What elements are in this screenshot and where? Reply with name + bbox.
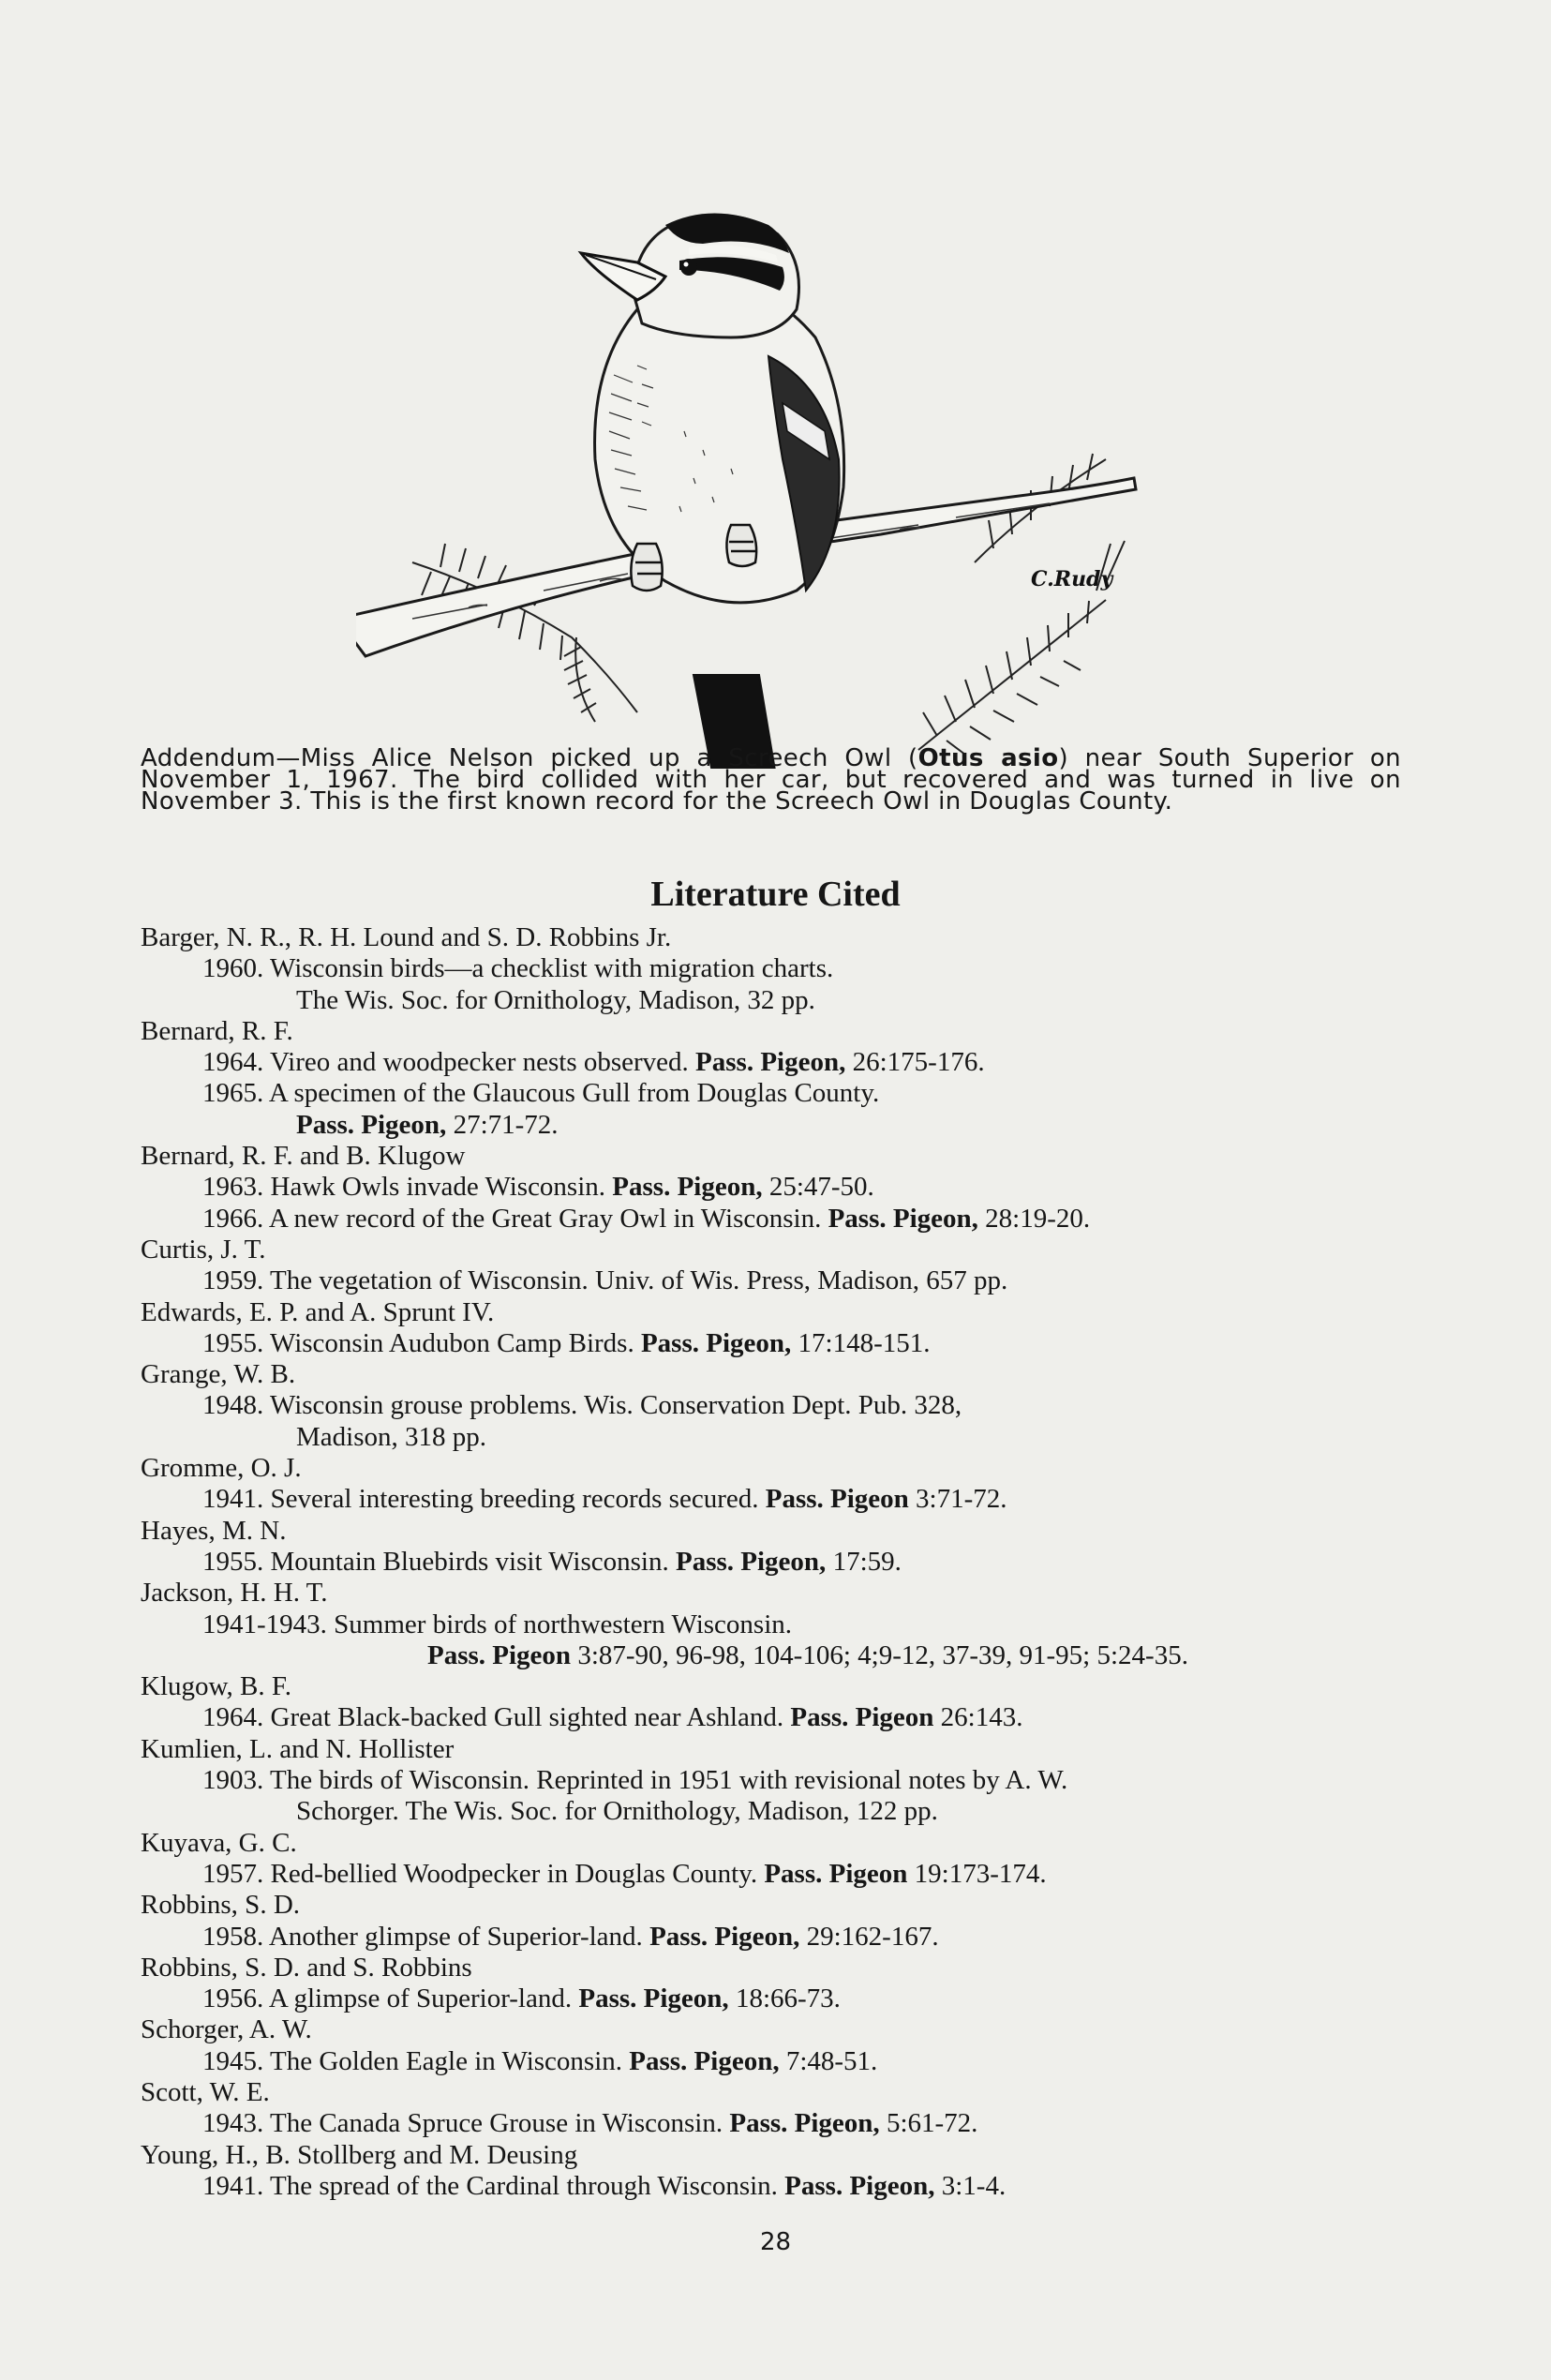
ref-entry [141,1859,1453,1890]
ref-text: Another glimpse of Superior-land. [268,1921,643,1952]
ref-year: 1943. [202,2108,264,2139]
ref-year: 1966. [202,1203,264,1234]
ref-year: 1941. [202,2170,264,2201]
ref-entry [141,2171,1453,2202]
ref-journal: Pass. Pigeon, [695,1047,846,1078]
ref-year: 1964. [202,1702,264,1733]
ref-author: Grange, W. B. [141,1359,296,1390]
artist-signature: C.Rudy [1031,567,1113,591]
ref-year: 1903. [202,1765,264,1796]
ref-entry [141,1265,1453,1296]
ref-pages: 25:47-50. [768,1172,874,1203]
ref-author: Scott, W. E. [141,2076,270,2107]
ref-journal: Pass. Pigeon [427,1639,572,1670]
ref-entry [141,953,1453,1016]
ref-entry [141,1922,1453,1953]
ref-journal: Pass. Pigeon, [784,2170,935,2201]
ref-pages: 3:87-90, 96-98, 104-106; 4;9-12, 37-39, 91-95; 5:24-35. [577,1639,1188,1670]
ref-text: A new record of the Great Gray Owl in Wisconsin. [268,1203,822,1234]
literature-cited-heading: Literature Cited [650,875,901,914]
ref-text: Mountain Bluebirds visit Wisconsin. [270,1546,669,1577]
ref-continuation: The Wis. Soc. for Ornithology, Madison, 32 pp. [296,984,815,1015]
addendum-paragraph [141,744,1402,816]
ref-text: Summer birds of northwestern Wisconsin. [334,1609,792,1639]
ref-year: 1955. [202,1546,264,1577]
ref-journal: Pass. Pigeon, [649,1921,800,1952]
ref-journal: Pass. Pigeon, [676,1546,827,1577]
ref-entry [141,2046,1453,2077]
ref-entry [141,1047,1453,1078]
ref-journal: Pass. Pigeon, [578,1983,729,2014]
ref-author: Hayes, M. N. [141,1515,287,1546]
ref-pages: 3:71-72. [916,1484,1007,1515]
page-number: 28 [759,2228,792,2256]
addendum-species: Otus asio [917,744,1059,772]
ref-year: 1956. [202,1983,264,2014]
ref-author: Robbins, S. D. and S. Robbins [141,1952,472,1983]
ref-entry [141,1702,1453,1733]
ref-journal: Pass. Pigeon [764,1858,908,1889]
ref-text: Vireo and woodpecker nests observed. [269,1047,689,1078]
ref-text: Wisconsin grouse problems. Wis. Conservation Dept. Pub. 328, [269,1390,962,1421]
addendum-text-1: Addendum—Miss Alice Nelson picked up a Screech Owl ( [141,744,918,772]
ref-journal: Pass. Pigeon, [629,2045,780,2076]
ref-entry [141,1078,1453,1141]
ref-continuation: Schorger. The Wis. Soc. for Ornithology, Madison, 122 pp. [296,1796,938,1827]
ref-year: 1955. [202,1327,264,1358]
ref-continuation [202,1640,1453,1671]
ref-entry [141,1204,1453,1235]
ref-pages: 18:66-73. [735,1983,841,2014]
ref-journal: Pass. Pigeon, [296,1109,447,1140]
ref-entry [141,1547,1453,1578]
ref-pages: 5:61-72. [886,2108,978,2139]
ref-pages: 19:173-174. [914,1858,1047,1889]
ref-author: Kumlien, L. and N. Hollister [141,1733,455,1764]
ref-entry [141,1609,1453,1672]
ref-author: Schorger, A. W. [141,2014,312,2045]
ref-text: Red-bellied Woodpecker in Douglas County. [270,1858,758,1889]
ref-pages: 7:48-51. [785,2045,878,2076]
ref-text: A specimen of the Glaucous Gull from Douglas County. [268,1078,880,1109]
ref-continuation [202,1110,1453,1141]
ref-text: The Canada Spruce Grouse in Wisconsin. [269,2108,723,2139]
ref-author: Bernard, R. F. [141,1015,293,1046]
ref-author: Barger, N. R., R. H. Lound and S. D. Robbins Jr. [141,922,672,952]
ref-year: 1958. [202,1921,264,1952]
ref-entry [141,1765,1453,1828]
ref-entry [141,1983,1453,2014]
ref-pages: 17:59. [832,1546,902,1577]
ref-pages: 26:143. [940,1702,1023,1733]
ref-entry [141,1328,1453,1359]
ref-year: 1941. [202,1484,264,1515]
ref-journal: Pass. Pigeon [765,1484,909,1515]
reference-list [141,922,1453,2202]
ref-journal: Pass. Pigeon, [828,1203,978,1234]
ref-journal: Pass. Pigeon, [729,2108,880,2139]
ref-entry [141,1484,1453,1515]
ref-year: 1959. [202,1265,264,1296]
bird-eye [680,259,697,276]
ref-author: Curtis, J. T. [141,1234,266,1265]
ref-pages: 26:175-176. [852,1047,985,1078]
ref-pages: 27:71-72. [453,1109,559,1140]
ref-year: 1957. [202,1858,264,1889]
ref-year: 1948. [202,1390,264,1421]
ref-pages: 28:19-20. [985,1203,1091,1234]
ref-journal: Pass. Pigeon, [640,1327,792,1358]
ref-author: Kuyava, G. C. [141,1827,297,1858]
ref-text: Wisconsin birds—a checklist with migration charts. [269,953,834,984]
ref-text: Several interesting breeding records secured. [270,1484,759,1515]
ref-author: Klugow, B. F. [141,1671,291,1702]
ref-text: Wisconsin Audubon Camp Birds. [269,1327,634,1358]
bird-on-branch-illustration [356,150,1200,769]
ref-year: 1964. [202,1047,264,1078]
ref-text: Hawk Owls invade Wisconsin. [270,1172,606,1203]
ref-journal: Pass. Pigeon, [612,1172,763,1203]
ref-entry [141,2108,1453,2139]
ref-text: The spread of the Cardinal through Wisconsin. [269,2170,778,2201]
ref-author: Jackson, H. H. T. [141,1578,328,1609]
ref-text: A glimpse of Superior-land. [268,1983,573,2014]
ref-text: The vegetation of Wisconsin. Univ. of Wis. Press, Madison, 657 pp. [269,1265,1008,1296]
ref-year: 1963. [202,1172,264,1203]
ref-journal: Pass. Pigeon [790,1702,934,1733]
ref-author: Edwards, E. P. and A. Sprunt IV. [141,1296,495,1327]
ref-continuation: Madison, 318 pp. [296,1421,486,1452]
ref-year: 1945. [202,2045,264,2076]
ref-pages: 3:1-4. [941,2170,1007,2201]
ref-author: Bernard, R. F. and B. Klugow [141,1141,466,1172]
ref-author: Gromme, O. J. [141,1453,302,1484]
ref-year: 1965. [202,1078,264,1109]
ref-entry [141,1172,1453,1203]
ref-text: Great Black-backed Gull sighted near Ashland. [270,1702,784,1733]
ref-entry [141,1390,1453,1453]
ref-year: 1960. [202,953,264,984]
ref-year: 1941-1943. [202,1609,327,1639]
addendum-text-2: ) near South Superior on November 1, 1967. The bird collided with her car, but recovered and was turned in live on November 3. This is the first known record for the Screech Owl in Douglas County. [141,744,1402,816]
ref-text: The birds of Wisconsin. Reprinted in 1951 with revisional notes by A. W. [269,1765,1068,1796]
ref-author: Robbins, S. D. [141,1890,301,1921]
ref-author: Young, H., B. Stollberg and M. Deusing [141,2139,578,2170]
ref-pages: 17:148-151. [798,1327,931,1358]
ref-text: The Golden Eagle in Wisconsin. [269,2045,623,2076]
ref-pages: 29:162-167. [806,1921,939,1952]
